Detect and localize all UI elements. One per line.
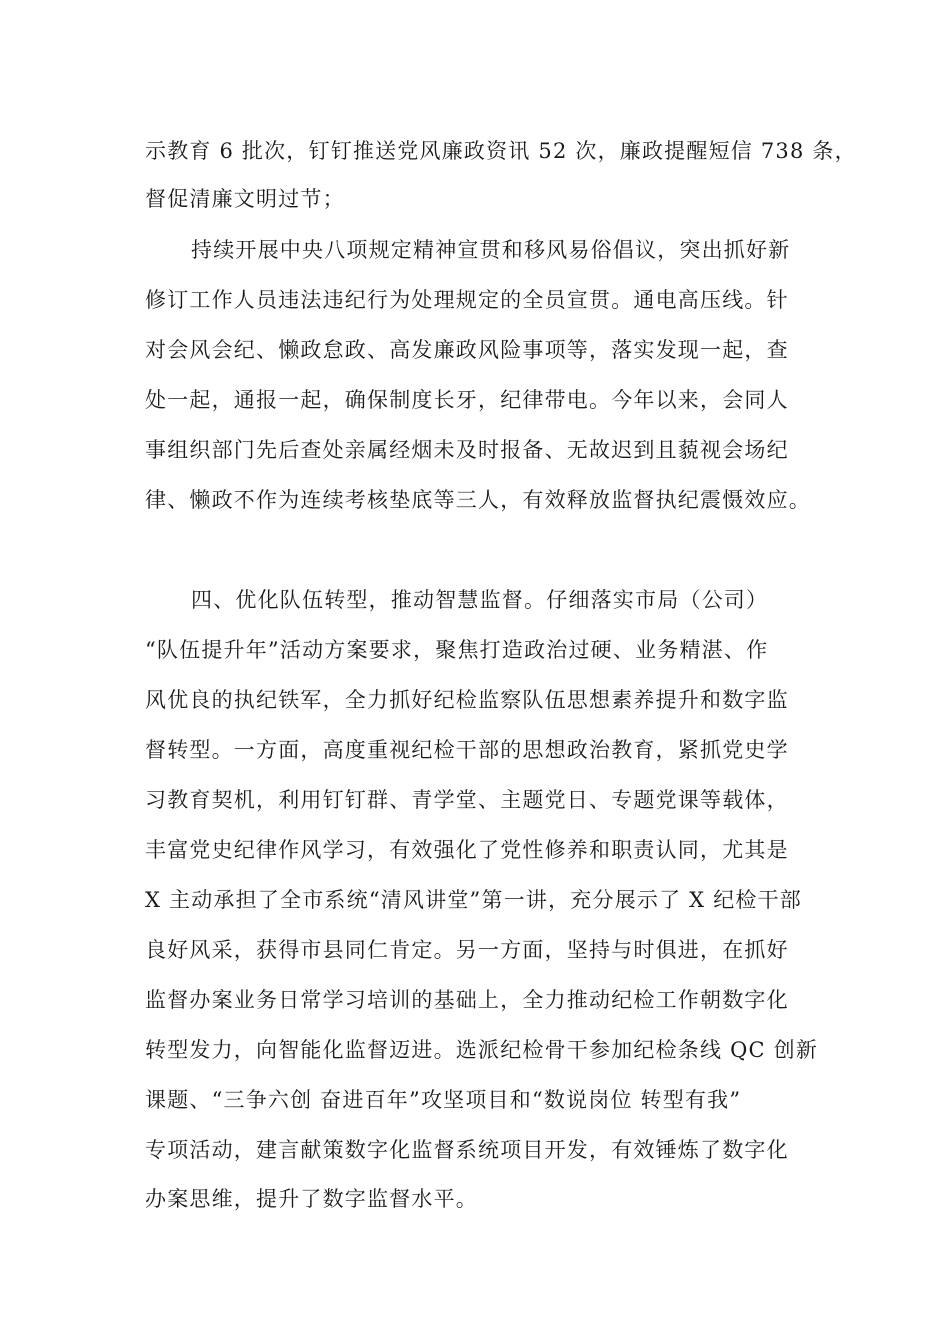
paragraph-line: 习教育契机，利用钉钉群、青学堂、主题党日、专题党课等载体， [145,788,789,812]
paragraph-line: “队伍提升年”活动方案要求，聚焦打造政治过硬、业务精湛、作 [145,638,769,662]
paragraph-line: 持续开展中央八项规定精神宣贯和移风易俗倡议，突出抓好新 [191,238,791,262]
paragraph-line: 风优良的执纪铁军，全力抓好纪检监察队伍思想素养提升和数字监 [145,688,789,712]
paragraph-line: 转型发力，向智能化监督迈进。选派纪检骨干参加纪检条线 QC 创新 [145,1038,819,1062]
paragraph-line: 监督办案业务日常学习培训的基础上，全力推动纪检工作朝数字化 [145,988,789,1012]
paragraph-line: 示教育 6 批次，钉钉推送党风廉政资讯 52 次，廉政提醒短信 738 条， [145,139,857,163]
paragraph-line: 课题、“三争六创 奋进百年”攻坚项目和“数说岗位 转型有我” [145,1088,742,1112]
paragraph-line: 事组织部门先后查处亲属经烟未及时报备、无故迟到且藐视会场纪 [145,438,789,462]
paragraph-line: X 主动承担了全市系统“清风讲堂”第一讲，充分展示了 X 纪检干部 [145,888,802,912]
paragraph-line: 律、懒政不作为连续考核垫底等三人，有效释放监督执纪震慑效应。 [145,488,811,512]
section-heading-line: 四、优化队伍转型，推动智慧监督。仔细落实市局（公司） [191,588,769,612]
paragraph-line: 处一起，通报一起，确保制度长牙，纪律带电。今年以来，会同人 [145,388,789,412]
paragraph-line: 办案思维，提升了数字监督水平。 [145,1187,478,1211]
paragraph-line: 督转型。一方面，高度重视纪检干部的思想政治教育，紧抓党史学 [145,738,789,762]
paragraph-line: 督促清廉文明过节； [145,187,345,211]
paragraph-line: 对会风会纪、懒政怠政、高发廉政风险事项等，落实发现一起，查 [145,338,789,362]
paragraph-line: 修订工作人员违法违纪行为处理规定的全员宣贯。通电高压线。针 [145,288,789,312]
paragraph-line: 丰富党史纪律作风学习，有效强化了党性修养和职责认同，尤其是 [145,838,789,862]
paragraph-line: 专项活动，建言献策数字化监督系统项目开发，有效锤炼了数字化 [145,1138,789,1162]
paragraph-line: 良好风采，获得市县同仁肯定。另一方面，坚持与时俱进，在抓好 [145,938,789,962]
